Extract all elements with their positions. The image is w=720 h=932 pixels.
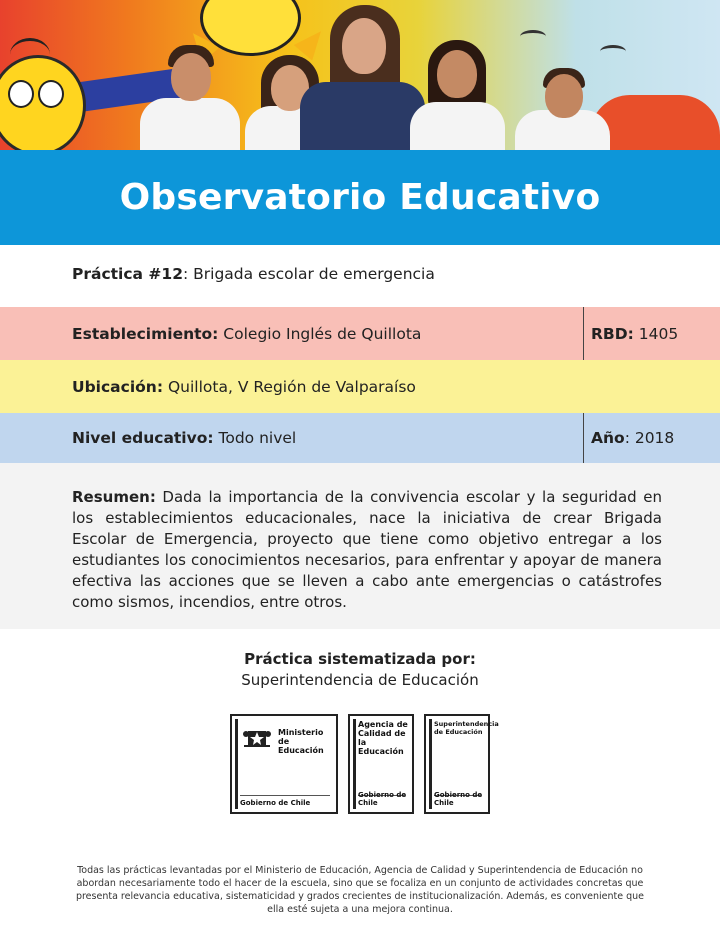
establecimiento-value: Colegio Inglés de Quillota xyxy=(218,324,422,343)
ubicacion-label: Ubicación: xyxy=(72,377,164,396)
establecimiento-row xyxy=(0,307,720,360)
practica-label: Práctica #12 xyxy=(72,265,183,283)
page-title: Observatorio Educativo xyxy=(119,177,601,218)
logo-agencia xyxy=(348,714,414,814)
ubicacion-row xyxy=(0,360,720,413)
student-3 xyxy=(410,40,505,150)
teacher xyxy=(300,0,425,150)
row-divider xyxy=(583,413,584,463)
student-1 xyxy=(140,45,240,150)
row-divider xyxy=(583,307,584,360)
logo-superintendencia-footer: Gobierno de Chile xyxy=(434,791,483,807)
sistematizada-title: Práctica sistematizada por: xyxy=(244,650,476,668)
logo-ministerio-name: Ministerio de Educación xyxy=(278,728,324,755)
anio-label: Año xyxy=(591,429,625,447)
student-4 xyxy=(515,68,610,150)
logo-agencia-footer: Gobierno de Chile xyxy=(358,791,407,807)
logo-superintendencia xyxy=(424,714,499,814)
establecimiento-label: Establecimiento: xyxy=(72,324,219,343)
nivel-row xyxy=(0,413,720,463)
practica-value: : Brigada escolar de emergencia xyxy=(182,265,435,283)
summary-paragraph xyxy=(72,487,662,613)
sistematizada-by: Superintendencia de Educación xyxy=(241,671,479,689)
summary-text: Dada la importancia de la convivencia escolar y la seguridad en los establecimientos educacionales, nace la iniciativa de crear Brigada Escolar de Emergencia, proyecto que tiene como objetivo entregar a los estudiantes los conocimientos necesarios, para enfrentar y apoyar de manera efectiva las acciones que se lleven a cabo ante emergencias o catástrofes como sismos, incendios, entre otros. xyxy=(72,488,662,611)
title-band xyxy=(0,150,720,245)
ubicacion-value: Quillota, V Región de Valparaíso xyxy=(163,377,416,396)
nivel-value: Todo nivel xyxy=(213,429,297,447)
nivel-label: Nivel educativo: xyxy=(72,429,214,447)
logo-ministerio xyxy=(230,714,338,814)
rbd-label: RBD: xyxy=(591,324,634,343)
logo-agencia-name: Agencia de Calidad de la Educación xyxy=(358,720,408,756)
practica-row xyxy=(0,245,720,307)
rbd-value: 1405 xyxy=(633,324,679,343)
coat-of-arms-icon xyxy=(242,726,272,748)
summary-label: Resumen: xyxy=(72,488,156,506)
logo-ministerio-footer: Gobierno de Chile xyxy=(240,799,311,807)
summary-section xyxy=(0,463,720,629)
sistematizada-section xyxy=(0,650,720,689)
disclaimer: Todas las prácticas levantadas por el Ministerio de Educación, Agencia de Calidad y Superintendencia de Educación no abordan necesariamente todo el hacer de la escuela, sino que se focaliza en un conjunto de actividades concretas que presenta relevancia educativa, sistematicidad y grados crecientes de institucionalización. Además, es conveniente que ella esté sujeta a una mejora continua. xyxy=(75,865,645,915)
anio-value: : 2018 xyxy=(624,429,675,447)
hero-photo xyxy=(0,0,720,150)
logo-superintendencia-name: Superintendencia de Educación xyxy=(434,720,499,736)
